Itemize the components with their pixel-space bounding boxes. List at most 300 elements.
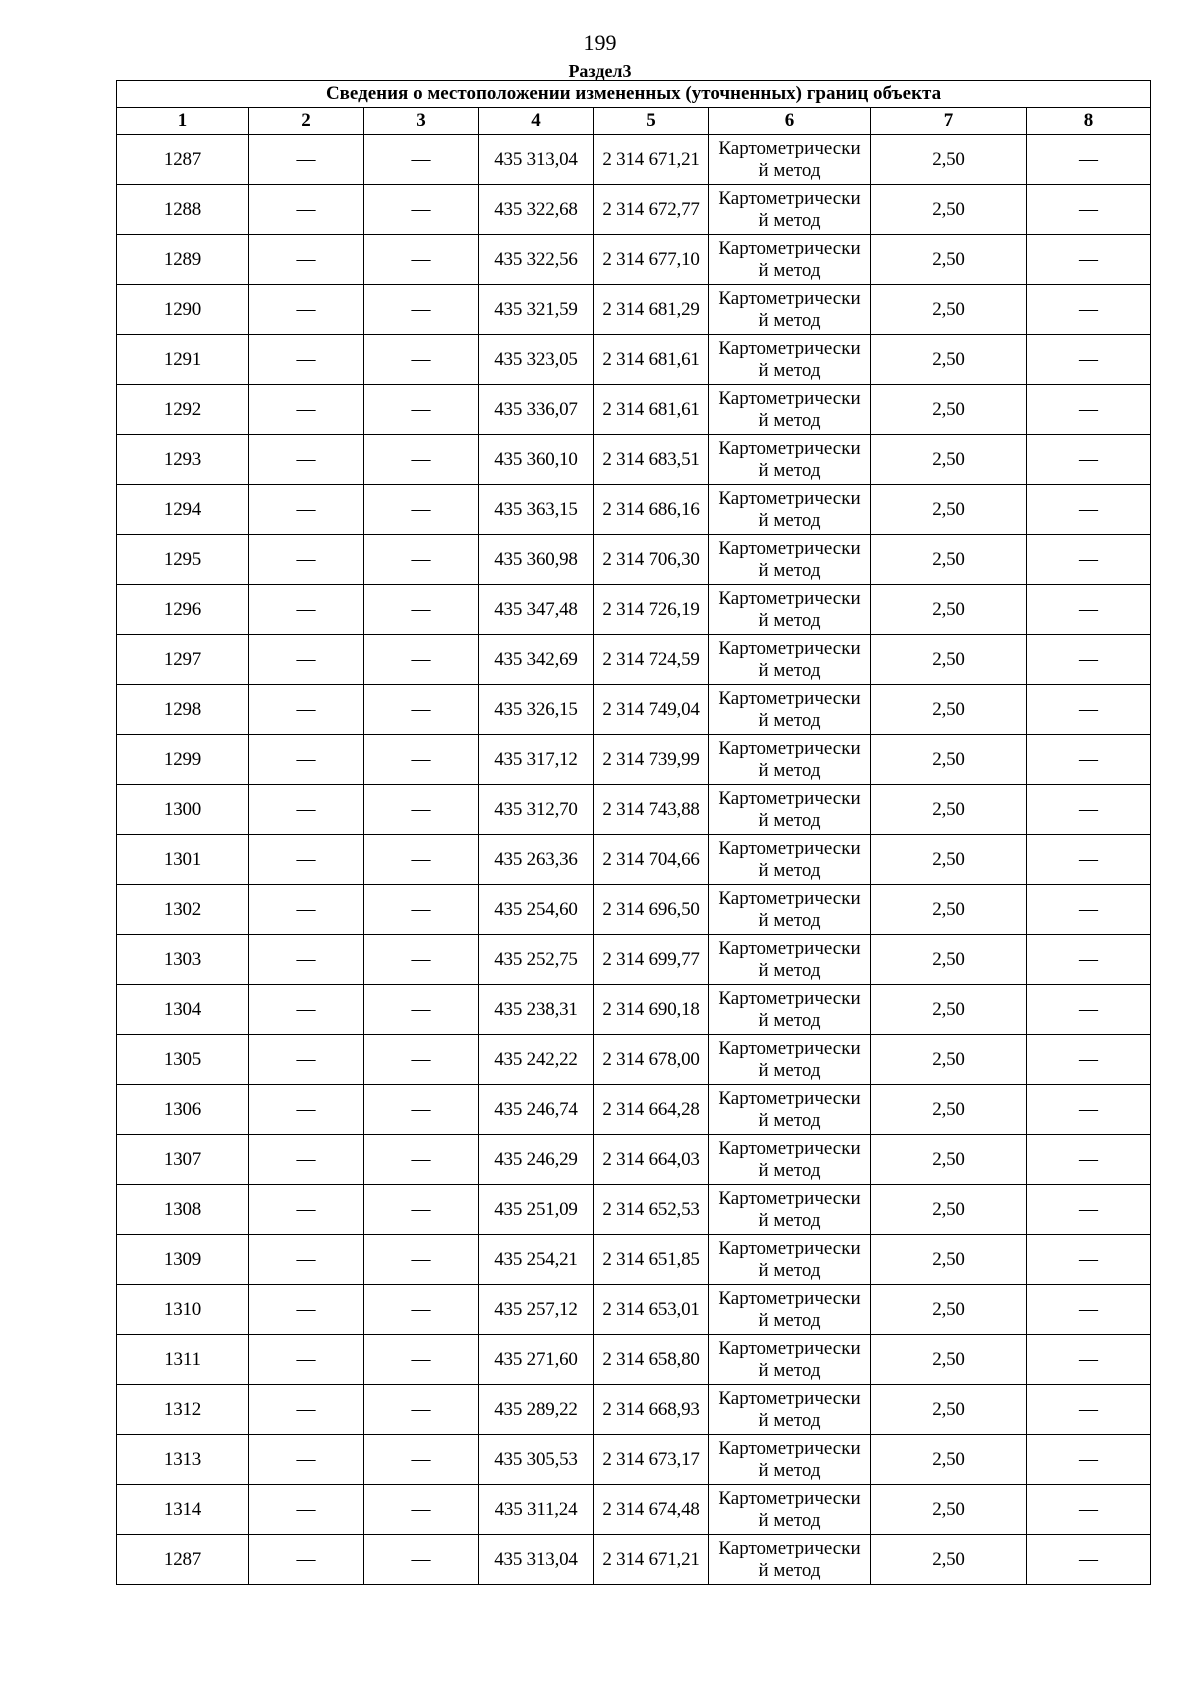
table-row	[117, 185, 1151, 235]
y-coordinate-cell: 2 314 672,77	[594, 185, 709, 235]
column-2-cell: —	[249, 385, 364, 435]
method-line-1: Картометрически	[718, 787, 861, 809]
x-coordinate-cell: 435 311,24	[479, 1485, 594, 1535]
point-number-cell: 1298	[117, 685, 249, 735]
method-cell	[709, 535, 871, 585]
column-3-cell: —	[364, 1135, 479, 1185]
x-coordinate-cell: 435 312,70	[479, 785, 594, 835]
point-number-cell: 1287	[117, 1535, 249, 1585]
point-number-cell: 1313	[117, 1435, 249, 1485]
table-row	[117, 1335, 1151, 1385]
x-coordinate-cell: 435 263,36	[479, 835, 594, 885]
column-2-cell: —	[249, 785, 364, 835]
method-line-1: Картометрически	[718, 1437, 861, 1459]
column-2-cell: —	[249, 235, 364, 285]
method-line-2: й метод	[758, 1509, 821, 1531]
method-line-1: Картометрически	[718, 387, 861, 409]
column-2-cell: —	[249, 735, 364, 785]
column-number-5: 5	[594, 108, 709, 135]
method-line-1: Картометрически	[718, 587, 861, 609]
table-row	[117, 335, 1151, 385]
column-3-cell: —	[364, 785, 479, 835]
column-3-cell: —	[364, 285, 479, 335]
point-number-cell: 1300	[117, 785, 249, 835]
point-number-cell: 1310	[117, 1285, 249, 1335]
x-coordinate-cell: 435 323,05	[479, 335, 594, 385]
x-coordinate-cell: 435 254,60	[479, 885, 594, 935]
column-2-cell: —	[249, 1385, 364, 1435]
table-body	[117, 135, 1151, 1585]
accuracy-cell: 2,50	[871, 1135, 1027, 1185]
column-2-cell: —	[249, 1535, 364, 1585]
table-row	[117, 535, 1151, 585]
method-line-1: Картометрически	[718, 1537, 861, 1559]
point-number-cell: 1301	[117, 835, 249, 885]
column-8-cell: —	[1027, 135, 1151, 185]
method-line-1: Картометрически	[718, 1287, 861, 1309]
table-row	[117, 435, 1151, 485]
column-3-cell: —	[364, 635, 479, 685]
y-coordinate-cell: 2 314 671,21	[594, 1535, 709, 1585]
method-cell	[709, 785, 871, 835]
method-cell	[709, 735, 871, 785]
column-3-cell: —	[364, 235, 479, 285]
method-line-2: й метод	[758, 159, 821, 181]
column-3-cell: —	[364, 835, 479, 885]
method-line-1: Картометрически	[718, 437, 861, 459]
method-line-2: й метод	[758, 1109, 821, 1131]
method-cell	[709, 985, 871, 1035]
method-line-1: Картометрически	[718, 1037, 861, 1059]
method-line-1: Картометрически	[718, 887, 861, 909]
y-coordinate-cell: 2 314 704,66	[594, 835, 709, 885]
method-cell	[709, 485, 871, 535]
y-coordinate-cell: 2 314 678,00	[594, 1035, 709, 1085]
method-line-2: й метод	[758, 1209, 821, 1231]
y-coordinate-cell: 2 314 668,93	[594, 1385, 709, 1435]
column-3-cell: —	[364, 1285, 479, 1335]
accuracy-cell: 2,50	[871, 385, 1027, 435]
column-2-cell: —	[249, 1485, 364, 1535]
column-8-cell: —	[1027, 1535, 1151, 1585]
y-coordinate-cell: 2 314 652,53	[594, 1185, 709, 1235]
table-row	[117, 135, 1151, 185]
column-3-cell: —	[364, 1185, 479, 1235]
table-row	[117, 835, 1151, 885]
column-8-cell: —	[1027, 1035, 1151, 1085]
column-8-cell: —	[1027, 685, 1151, 735]
point-number-cell: 1290	[117, 285, 249, 335]
column-2-cell: —	[249, 1135, 364, 1185]
point-number-cell: 1287	[117, 135, 249, 185]
column-number-4: 4	[479, 108, 594, 135]
method-line-2: й метод	[758, 909, 821, 931]
method-line-2: й метод	[758, 509, 821, 531]
method-cell	[709, 1335, 871, 1385]
point-number-cell: 1288	[117, 185, 249, 235]
y-coordinate-cell: 2 314 706,30	[594, 535, 709, 585]
x-coordinate-cell: 435 289,22	[479, 1385, 594, 1435]
column-3-cell: —	[364, 385, 479, 435]
method-cell	[709, 285, 871, 335]
column-3-cell: —	[364, 1485, 479, 1535]
method-line-1: Картометрически	[718, 837, 861, 859]
column-2-cell: —	[249, 885, 364, 935]
method-line-1: Картометрически	[718, 337, 861, 359]
x-coordinate-cell: 435 342,69	[479, 635, 594, 685]
column-number-3: 3	[364, 108, 479, 135]
x-coordinate-cell: 435 251,09	[479, 1185, 594, 1235]
method-line-2: й метод	[758, 1559, 821, 1581]
column-8-cell: —	[1027, 1335, 1151, 1385]
method-cell	[709, 935, 871, 985]
method-line-2: й метод	[758, 709, 821, 731]
method-cell	[709, 235, 871, 285]
column-3-cell: —	[364, 1535, 479, 1585]
point-number-cell: 1299	[117, 735, 249, 785]
column-8-cell: —	[1027, 335, 1151, 385]
column-3-cell: —	[364, 185, 479, 235]
y-coordinate-cell: 2 314 653,01	[594, 1285, 709, 1335]
method-cell	[709, 1085, 871, 1135]
method-line-2: й метод	[758, 559, 821, 581]
accuracy-cell: 2,50	[871, 285, 1027, 335]
accuracy-cell: 2,50	[871, 185, 1027, 235]
accuracy-cell: 2,50	[871, 985, 1027, 1035]
method-line-2: й метод	[758, 1009, 821, 1031]
column-2-cell: —	[249, 635, 364, 685]
column-2-cell: —	[249, 1435, 364, 1485]
point-number-cell: 1303	[117, 935, 249, 985]
column-8-cell: —	[1027, 935, 1151, 985]
column-3-cell: —	[364, 1035, 479, 1085]
column-number-8: 8	[1027, 108, 1151, 135]
y-coordinate-cell: 2 314 677,10	[594, 235, 709, 285]
accuracy-cell: 2,50	[871, 1185, 1027, 1235]
boundary-coordinates-table	[116, 80, 1151, 1585]
column-3-cell: —	[364, 535, 479, 585]
table-row	[117, 1085, 1151, 1135]
column-8-cell: —	[1027, 185, 1151, 235]
accuracy-cell: 2,50	[871, 1535, 1027, 1585]
x-coordinate-cell: 435 257,12	[479, 1285, 594, 1335]
method-line-2: й метод	[758, 1159, 821, 1181]
point-number-cell: 1291	[117, 335, 249, 385]
x-coordinate-cell: 435 317,12	[479, 735, 594, 785]
column-3-cell: —	[364, 985, 479, 1035]
table-row	[117, 1235, 1151, 1285]
method-line-1: Картометрически	[718, 287, 861, 309]
column-8-cell: —	[1027, 1285, 1151, 1335]
table-row	[117, 1285, 1151, 1335]
method-line-2: й метод	[758, 1259, 821, 1281]
column-3-cell: —	[364, 435, 479, 485]
table-row	[117, 1135, 1151, 1185]
table-row	[117, 235, 1151, 285]
method-line-1: Картометрически	[718, 487, 861, 509]
column-2-cell: —	[249, 185, 364, 235]
point-number-cell: 1292	[117, 385, 249, 435]
accuracy-cell: 2,50	[871, 485, 1027, 535]
accuracy-cell: 2,50	[871, 785, 1027, 835]
accuracy-cell: 2,50	[871, 335, 1027, 385]
x-coordinate-cell: 435 271,60	[479, 1335, 594, 1385]
column-2-cell: —	[249, 1285, 364, 1335]
method-line-2: й метод	[758, 609, 821, 631]
column-3-cell: —	[364, 1435, 479, 1485]
method-line-2: й метод	[758, 1359, 821, 1381]
method-line-1: Картометрически	[718, 1137, 861, 1159]
point-number-cell: 1305	[117, 1035, 249, 1085]
method-cell	[709, 1235, 871, 1285]
point-number-cell: 1314	[117, 1485, 249, 1535]
column-8-cell: —	[1027, 1185, 1151, 1235]
accuracy-cell: 2,50	[871, 1285, 1027, 1335]
accuracy-cell: 2,50	[871, 235, 1027, 285]
x-coordinate-cell: 435 336,07	[479, 385, 594, 435]
column-2-cell: —	[249, 1085, 364, 1135]
y-coordinate-cell: 2 314 743,88	[594, 785, 709, 835]
method-line-1: Картометрически	[718, 187, 861, 209]
method-line-1: Картометрически	[718, 237, 861, 259]
method-line-2: й метод	[758, 209, 821, 231]
method-cell	[709, 585, 871, 635]
x-coordinate-cell: 435 238,31	[479, 985, 594, 1035]
method-cell	[709, 1485, 871, 1535]
accuracy-cell: 2,50	[871, 1335, 1027, 1385]
accuracy-cell: 2,50	[871, 1435, 1027, 1485]
x-coordinate-cell: 435 321,59	[479, 285, 594, 335]
column-number-row	[117, 108, 1151, 135]
point-number-cell: 1297	[117, 635, 249, 685]
column-2-cell: —	[249, 685, 364, 735]
point-number-cell: 1293	[117, 435, 249, 485]
column-8-cell: —	[1027, 735, 1151, 785]
method-line-2: й метод	[758, 659, 821, 681]
x-coordinate-cell: 435 313,04	[479, 1535, 594, 1585]
column-8-cell: —	[1027, 1435, 1151, 1485]
method-line-1: Картометрически	[718, 687, 861, 709]
column-2-cell: —	[249, 585, 364, 635]
method-line-2: й метод	[758, 959, 821, 981]
column-2-cell: —	[249, 985, 364, 1035]
method-line-1: Картометрически	[718, 737, 861, 759]
accuracy-cell: 2,50	[871, 1235, 1027, 1285]
column-8-cell: —	[1027, 435, 1151, 485]
y-coordinate-cell: 2 314 681,61	[594, 335, 709, 385]
point-number-cell: 1308	[117, 1185, 249, 1235]
column-2-cell: —	[249, 535, 364, 585]
table-row	[117, 285, 1151, 335]
x-coordinate-cell: 435 254,21	[479, 1235, 594, 1285]
y-coordinate-cell: 2 314 726,19	[594, 585, 709, 635]
column-8-cell: —	[1027, 285, 1151, 335]
accuracy-cell: 2,50	[871, 1385, 1027, 1435]
x-coordinate-cell: 435 322,56	[479, 235, 594, 285]
x-coordinate-cell: 435 305,53	[479, 1435, 594, 1485]
accuracy-cell: 2,50	[871, 1035, 1027, 1085]
column-3-cell: —	[364, 735, 479, 785]
column-3-cell: —	[364, 1235, 479, 1285]
accuracy-cell: 2,50	[871, 435, 1027, 485]
column-2-cell: —	[249, 435, 364, 485]
y-coordinate-cell: 2 314 699,77	[594, 935, 709, 985]
method-line-1: Картометрически	[718, 1187, 861, 1209]
column-2-cell: —	[249, 1335, 364, 1385]
column-2-cell: —	[249, 835, 364, 885]
column-2-cell: —	[249, 285, 364, 335]
method-line-2: й метод	[758, 409, 821, 431]
column-8-cell: —	[1027, 485, 1151, 535]
method-line-2: й метод	[758, 809, 821, 831]
method-line-2: й метод	[758, 1459, 821, 1481]
table-row	[117, 485, 1151, 535]
accuracy-cell: 2,50	[871, 635, 1027, 685]
column-3-cell: —	[364, 1085, 479, 1135]
column-number-1: 1	[117, 108, 249, 135]
method-line-2: й метод	[758, 1409, 821, 1431]
accuracy-cell: 2,50	[871, 735, 1027, 785]
method-cell	[709, 1535, 871, 1585]
column-8-cell: —	[1027, 835, 1151, 885]
column-3-cell: —	[364, 585, 479, 635]
column-8-cell: —	[1027, 885, 1151, 935]
method-line-2: й метод	[758, 859, 821, 881]
x-coordinate-cell: 435 313,04	[479, 135, 594, 185]
accuracy-cell: 2,50	[871, 1085, 1027, 1135]
point-number-cell: 1302	[117, 885, 249, 935]
x-coordinate-cell: 435 242,22	[479, 1035, 594, 1085]
table-row	[117, 785, 1151, 835]
column-8-cell: —	[1027, 785, 1151, 835]
method-cell	[709, 1385, 871, 1435]
method-line-1: Картометрически	[718, 1487, 861, 1509]
method-cell	[709, 1135, 871, 1185]
method-line-1: Картометрически	[718, 1237, 861, 1259]
x-coordinate-cell: 435 326,15	[479, 685, 594, 735]
method-cell	[709, 385, 871, 435]
y-coordinate-cell: 2 314 696,50	[594, 885, 709, 935]
table-row	[117, 1185, 1151, 1235]
method-cell	[709, 885, 871, 935]
table-row	[117, 885, 1151, 935]
accuracy-cell: 2,50	[871, 135, 1027, 185]
column-8-cell: —	[1027, 635, 1151, 685]
point-number-cell: 1309	[117, 1235, 249, 1285]
method-cell	[709, 835, 871, 885]
method-line-2: й метод	[758, 309, 821, 331]
method-cell	[709, 1435, 871, 1485]
y-coordinate-cell: 2 314 683,51	[594, 435, 709, 485]
method-line-1: Картометрически	[718, 987, 861, 1009]
x-coordinate-cell: 435 246,74	[479, 1085, 594, 1135]
table-row	[117, 1435, 1151, 1485]
y-coordinate-cell: 2 314 681,61	[594, 385, 709, 435]
method-line-2: й метод	[758, 259, 821, 281]
column-3-cell: —	[364, 935, 479, 985]
y-coordinate-cell: 2 314 673,17	[594, 1435, 709, 1485]
column-8-cell: —	[1027, 235, 1151, 285]
method-line-1: Картометрически	[718, 1337, 861, 1359]
method-line-2: й метод	[758, 1059, 821, 1081]
method-cell	[709, 635, 871, 685]
table-row	[117, 935, 1151, 985]
table-row	[117, 635, 1151, 685]
column-8-cell: —	[1027, 985, 1151, 1035]
column-8-cell: —	[1027, 385, 1151, 435]
y-coordinate-cell: 2 314 674,48	[594, 1485, 709, 1535]
column-2-cell: —	[249, 485, 364, 535]
column-8-cell: —	[1027, 1385, 1151, 1435]
method-cell	[709, 435, 871, 485]
point-number-cell: 1296	[117, 585, 249, 635]
method-line-1: Картометрически	[718, 937, 861, 959]
method-cell	[709, 685, 871, 735]
page-number: 199	[583, 30, 617, 55]
y-coordinate-cell: 2 314 671,21	[594, 135, 709, 185]
table-row	[117, 1035, 1151, 1085]
method-line-1: Картометрически	[718, 1087, 861, 1109]
table-row	[117, 585, 1151, 635]
point-number-cell: 1311	[117, 1335, 249, 1385]
method-cell	[709, 135, 871, 185]
point-number-cell: 1304	[117, 985, 249, 1035]
y-coordinate-cell: 2 314 749,04	[594, 685, 709, 735]
column-2-cell: —	[249, 935, 364, 985]
accuracy-cell: 2,50	[871, 935, 1027, 985]
method-cell	[709, 335, 871, 385]
accuracy-cell: 2,50	[871, 685, 1027, 735]
point-number-cell: 1295	[117, 535, 249, 585]
method-line-2: й метод	[758, 459, 821, 481]
method-line-1: Картометрически	[718, 137, 861, 159]
column-3-cell: —	[364, 1335, 479, 1385]
x-coordinate-cell: 435 347,48	[479, 585, 594, 635]
y-coordinate-cell: 2 314 664,28	[594, 1085, 709, 1135]
accuracy-cell: 2,50	[871, 535, 1027, 585]
column-number-7: 7	[871, 108, 1027, 135]
table-caption: Сведения о местоположении измененных (уточненных) границ объекта	[117, 81, 1151, 108]
y-coordinate-cell: 2 314 681,29	[594, 285, 709, 335]
column-3-cell: —	[364, 335, 479, 385]
method-line-1: Картометрически	[718, 1387, 861, 1409]
x-coordinate-cell: 435 360,10	[479, 435, 594, 485]
x-coordinate-cell: 435 246,29	[479, 1135, 594, 1185]
column-3-cell: —	[364, 135, 479, 185]
accuracy-cell: 2,50	[871, 885, 1027, 935]
column-number-6: 6	[709, 108, 871, 135]
column-2-cell: —	[249, 135, 364, 185]
y-coordinate-cell: 2 314 651,85	[594, 1235, 709, 1285]
column-8-cell: —	[1027, 535, 1151, 585]
y-coordinate-cell: 2 314 658,80	[594, 1335, 709, 1385]
table-row	[117, 1485, 1151, 1535]
column-2-cell: —	[249, 1185, 364, 1235]
table-row	[117, 1385, 1151, 1435]
column-2-cell: —	[249, 1035, 364, 1085]
y-coordinate-cell: 2 314 724,59	[594, 635, 709, 685]
section-title: Раздел3	[568, 61, 632, 81]
y-coordinate-cell: 2 314 664,03	[594, 1135, 709, 1185]
y-coordinate-cell: 2 314 739,99	[594, 735, 709, 785]
point-number-cell: 1307	[117, 1135, 249, 1185]
column-2-cell: —	[249, 335, 364, 385]
point-number-cell: 1306	[117, 1085, 249, 1135]
column-3-cell: —	[364, 1385, 479, 1435]
column-8-cell: —	[1027, 1485, 1151, 1535]
method-cell	[709, 185, 871, 235]
column-8-cell: —	[1027, 1085, 1151, 1135]
